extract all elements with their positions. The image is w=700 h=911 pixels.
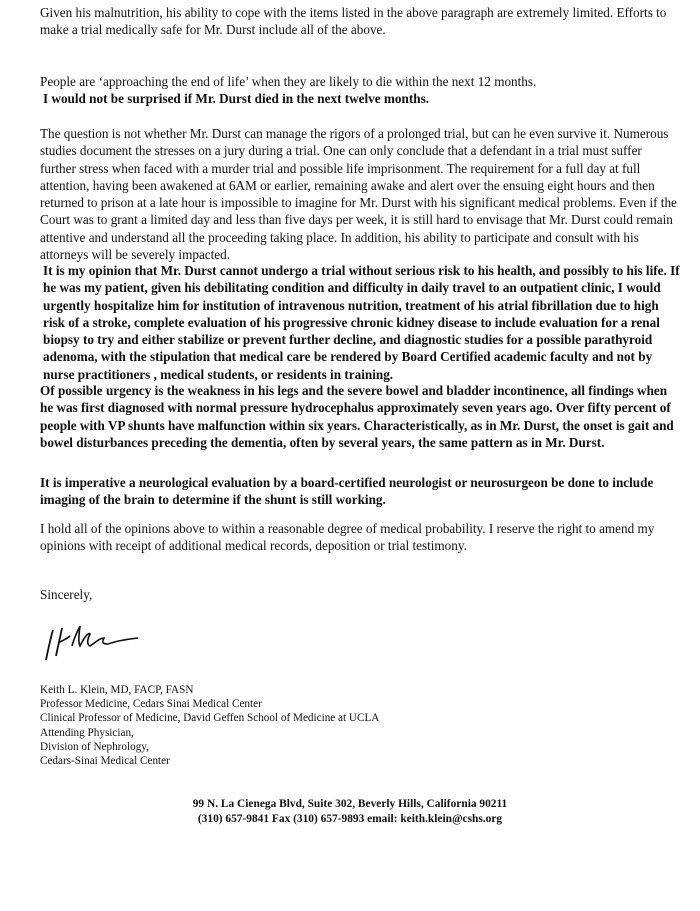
- signer-title-5: Cedars-Sinai Medical Center: [40, 755, 170, 768]
- signer-title-1: Professor Medicine, Cedars Sinai Medical Center: [40, 698, 262, 711]
- paragraph-trial-stress: The question is not whether Mr. Durst can manage the rigors of a prolonged trial, but can he even survive it. Numerous studies document the stresses on a jury during a trial. One can only conclude that a defendant in a trial must suffer further stress when faced with a murder trial and possible life imprisonment. The requirement for a full day at full attention, having been awakened at 6AM or earlier, remaining awake and alert over the ensuing eight hours and then returned to prison at a late hour is impossible to imagine for Mr. Durst with his significant medical problems. Even if the Court was to grant a limited day and less than five days per week, it is still hard to envisage that Mr. Durst could remain attentive and understand all the proceeding taking place. In addition, his ability to participate and consult with his attorneys will be severely impacted.: [40, 126, 677, 263]
- closing-salutation: Sincerely,: [40, 587, 93, 602]
- paragraph-reasonable-probability: I hold all of the opinions above to within a reasonable degree of medical probability. I reserve the right to amend my opinions with receipt of additional medical records, deposition or trial testimony.: [40, 521, 655, 554]
- signer-block: [40, 683, 680, 768]
- paragraph-malnutrition: Given his malnutrition, his ability to cope with the items listed in the above paragraph are extremely limited. Efforts to make a trial medically safe for Mr. Durst include all of the above.: [40, 5, 667, 38]
- footer-address: 99 N. La Cienega Blvd, Suite 302, Beverly Hills, California 90211: [192, 798, 508, 810]
- paragraph-urgency: Of possible urgency is the weakness in his legs and the severe bowel and bladder incontinence, all findings when he was first diagnosed with normal pressure hydrocephalus approximately seven years ago. Over fifty percent of people with VP shunts have malfunction within six years. Characteristically, as in Mr. Durst, the onset is gait and bowel disturbances preceding the dementia, often by several years, the same pattern as in Mr. Durst.: [40, 383, 674, 450]
- signer-title-4: Division of Nephrology,: [40, 740, 149, 753]
- paragraph-end-of-life: People are ‘approaching the end of life’ when they are likely to die within the next 12 months.: [40, 74, 537, 89]
- signer-title-3: Attending Physician,: [40, 726, 134, 739]
- signer-title-2: Clinical Professor of Medicine, David Geffen School of Medicine at UCLA: [40, 712, 380, 725]
- paragraph-end-of-life-bold: I would not be surprised if Mr. Durst died in the next twelve months.: [43, 91, 429, 106]
- footer-contact: (310) 657-9841 Fax (310) 657-9893 email: keith.klein@cshs.org: [197, 813, 503, 825]
- handwritten-signature: [38, 616, 158, 666]
- paragraph-neurological: It is imperative a neurological evaluation by a board-certified neurologist or neurosurgeon be done to include imaging of the brain to determine if the shunt is still working.: [40, 475, 654, 508]
- signer-name: Keith L. Klein, MD, FACP, FASN: [40, 684, 194, 696]
- paragraph-opinion: It is my opinion that Mr. Durst cannot undergo a trial without serious risk to his health, and possibly to his life. If he was my patient, given his debilitating condition and difficulty in daily travel to an outpatient clinic, I would urgently hospitalize him for institution of intravenous nutrition, treatment of his atrial fibrillation due to high risk of a stroke, complete evaluation of his progressive chronic kidney disease to include evaluation for a renal biopsy to try and either stabilize or prevent further decline, and diagnostic studies for a possible parathyroid adenoma, with the stipulation that medical care be rendered by Board Certified academic faculty and not by nurse practitioners , medical students, or residents in training.: [43, 263, 680, 382]
